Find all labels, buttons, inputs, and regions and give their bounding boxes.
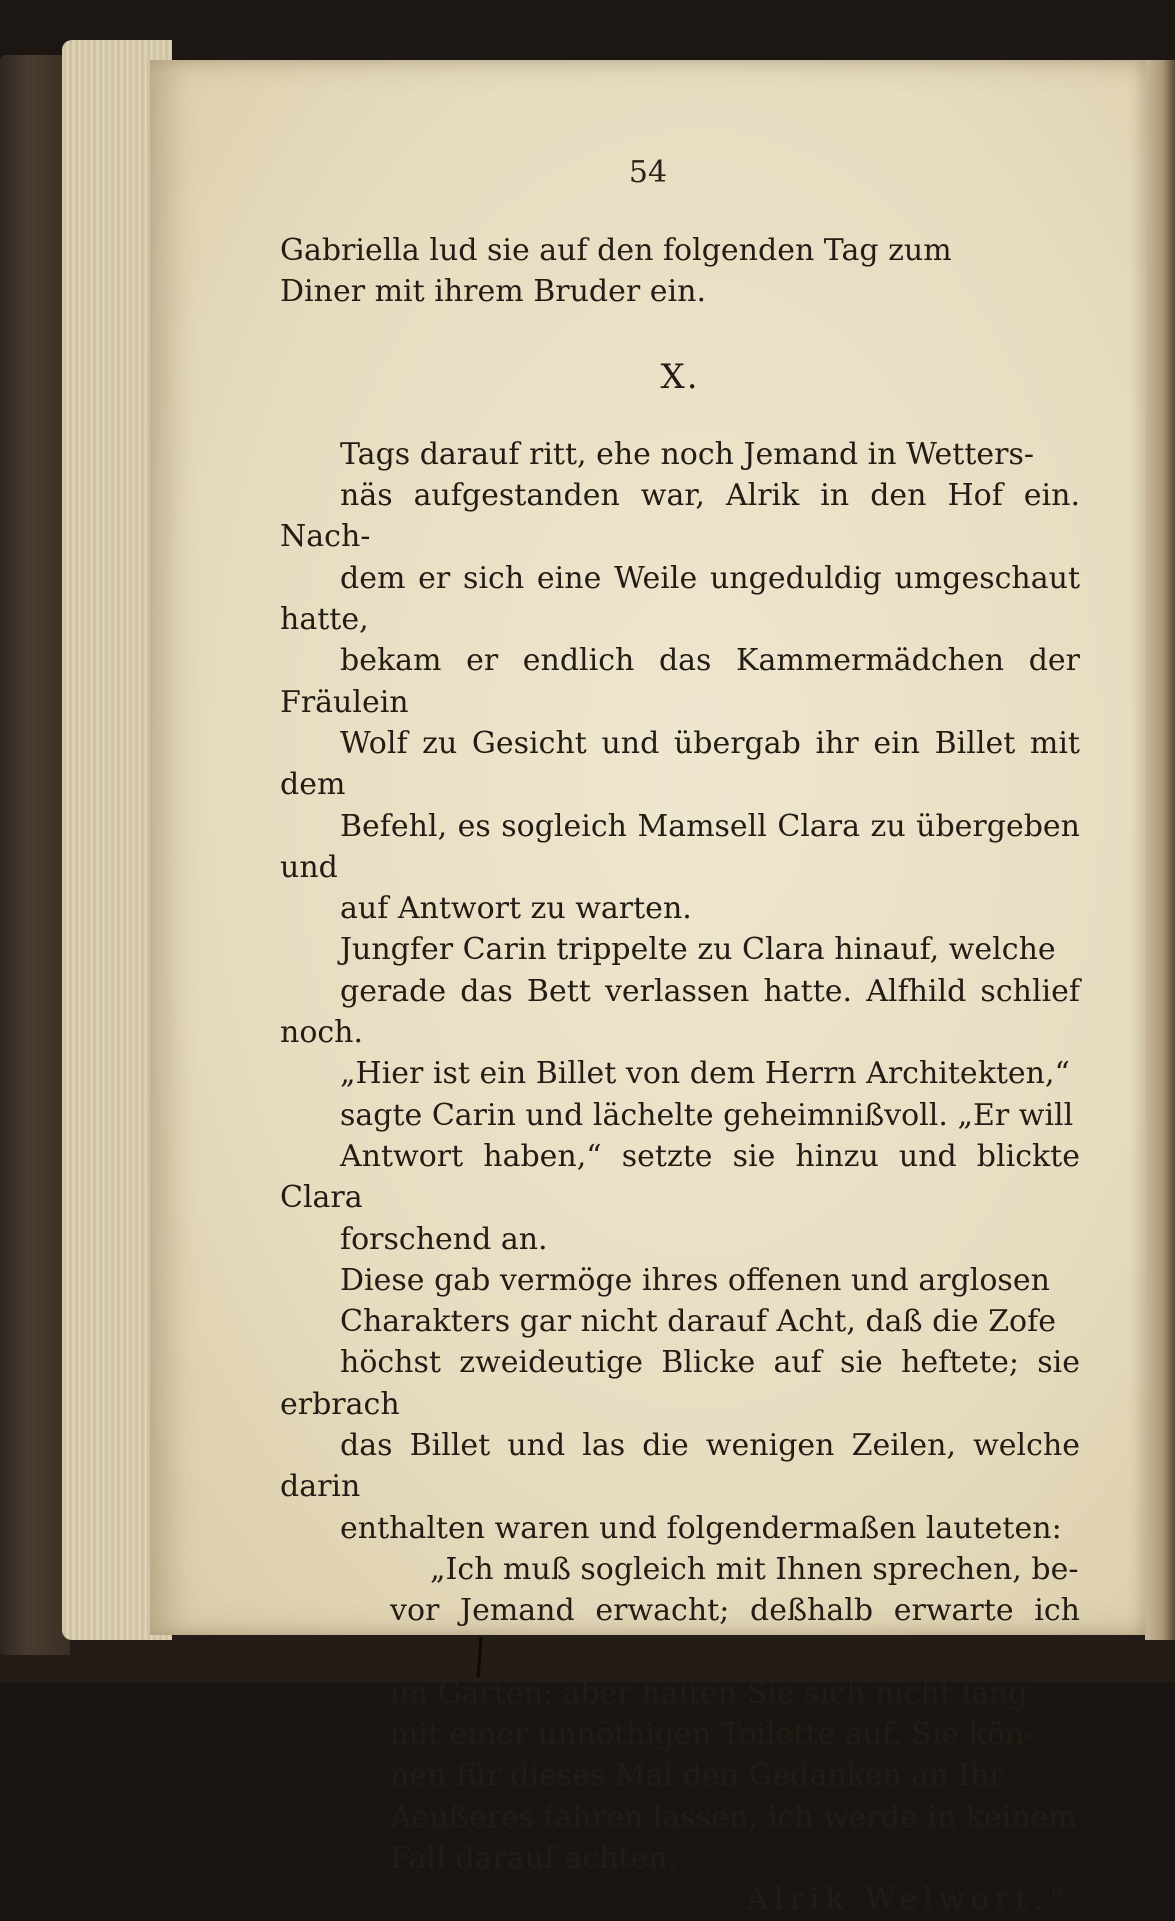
text-line: bekam er endlich das Kammermädchen der Fräulein [280,643,1080,720]
text-line: enthalten waren und folgendermaßen lauteten: [340,1510,1062,1546]
text-line: Antwort haben,“ setzte sie hinzu und blickte Clara [280,1138,1080,1216]
text-line: Wolf zu Gesicht und übergab ihr ein Billet mit dem [280,725,1080,803]
paragraph [280,929,1080,1053]
text-line: Jungfer Carin trippelte zu Clara hinauf, welche [340,932,1056,968]
text-line: höchst zweideutige Blicke auf sie heftete; sie erbrach [280,1345,1080,1422]
page-text [280,230,1080,1921]
text-line: Charakters gar nicht darauf Acht, daß die Zofe [340,1304,1056,1340]
text-line: Aeußeres fahren lassen; ich werde in keinem [390,1799,1077,1835]
text-line: dem er sich eine Weile ungeduldig umgeschaut hatte, [280,560,1080,638]
text-line: vor Jemand erwacht; deßhalb erwarte ich Sie [390,1593,1080,1670]
text-line: im Garten; aber halten Sie sich nicht lang [390,1675,1028,1711]
book-cover-right [1145,60,1175,1640]
book-cover-left [0,55,70,1655]
text-line: Gabriella lud sie auf den folgenden Tag zum [280,233,952,268]
text-line: gerade das Bett verlassen hatte. Alfhild schlief noch. [280,973,1080,1051]
paragraph [280,434,1080,930]
bookmark-thread [477,1637,507,1679]
text-line: Fall darauf achten. [390,1840,678,1876]
text-line: Diner mit ihrem Bruder ein. [280,274,706,310]
text-line: das Billet und las die wenigen Zeilen, welche darin [280,1428,1080,1505]
text-line: Befehl, es sogleich Mamsell Clara zu übergeben und [280,808,1080,885]
text-line: forschend an. [340,1221,548,1257]
text-line: näs aufgestanden war, Alrik in den Hof ein. Nach- [280,478,1080,555]
paragraph [280,1053,1080,1259]
text-line: Diese gab vermöge ihres offenen und arglosen [340,1262,1050,1298]
text-line: „Ich muß sogleich mit Ihnen sprechen, be- [430,1551,1079,1587]
letter-block [390,1549,1080,1879]
text-line: sagte Carin und lächelte geheimnißvoll. „Er will [340,1097,1074,1133]
text-line: auf Antwort zu warten. [340,891,692,927]
text-line: mit einer unnöthigen Toilette auf. Sie kön- [390,1717,1035,1753]
paragraph [280,1260,1080,1549]
text-line: „Hier ist ein Billet von dem Herrn Architekten,“ [340,1056,1070,1092]
paragraph-continuation [280,230,1080,313]
page-number: 54 [628,155,668,190]
book-page [150,60,1146,1918]
signature: Alrik Welwort.“ [746,1882,1070,1918]
chapter-heading: X. [660,356,700,397]
text-line: Tags darauf ritt, ehe noch Jemand in Wetters- [340,436,1035,472]
text-line: nen für dieses Mal den Gedanken an Ihr [390,1758,1004,1794]
